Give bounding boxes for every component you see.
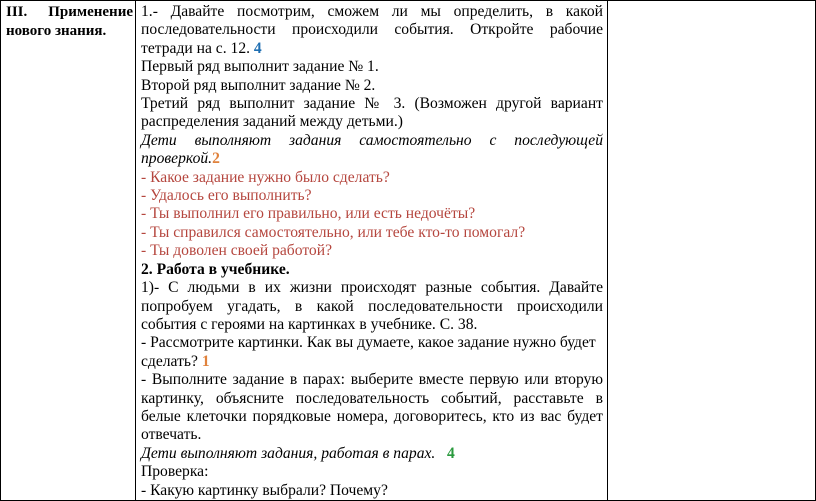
paragraph: Второй ряд выполнит задание № 2. xyxy=(141,76,376,94)
stage-word-line2: нового знания. xyxy=(6,23,107,39)
table-row xyxy=(1,1,816,501)
question-line: - Ты выполнил его правильно, или есть недочёты? xyxy=(141,205,476,223)
paragraph-text: 1.- Давайте посмотрим, сможем ли мы определить, в какой последовательности происходили события. Откройте рабочие тетради на с. 12. xyxy=(141,3,603,57)
paragraph xyxy=(141,3,603,58)
score-mark: 4 xyxy=(447,444,455,462)
stage-cell xyxy=(1,1,136,501)
paragraph: Первый ряд выполнит задание № 1. xyxy=(141,58,379,76)
section-heading: 2. Работа в учебнике. xyxy=(141,260,290,278)
paragraph xyxy=(141,334,603,371)
paragraph: - Какую картинку выбрали? Почему? xyxy=(141,481,388,499)
score-mark: 4 xyxy=(253,39,262,57)
paragraph-italic xyxy=(141,132,603,169)
lesson-content xyxy=(136,1,607,500)
question-line: - Ты доволен своей работой? xyxy=(141,242,332,260)
paragraph: - Выполните задание в парах: выберите вместе первую или вторую картинку, объясните последовательность событий, расставьте в белые клеточки порядковые номера, договоритесь, кто из вас будет отвечать. xyxy=(141,371,603,444)
stage-numeral: III. xyxy=(6,4,28,20)
content-cell xyxy=(136,1,608,501)
paragraph-text: - Рассмотрите картинки. Как вы думаете, какое задание нужно будет сделать? xyxy=(141,334,596,370)
paragraph: Третий ряд выполнит задание № 3. (Возможен другой вариант распределения заданий между детьми.) xyxy=(141,95,603,131)
paragraph-italic xyxy=(141,445,603,463)
question-line: - Какое задание нужно было сделать? xyxy=(141,168,390,186)
paragraph: 1)- С людьми в их жизни происходят разные события. Давайте попробуем угадать, в какой последовательности происходили события с героями на картинках в учебнике. С. 38. xyxy=(141,279,603,333)
stage-word: Применение xyxy=(48,4,133,20)
paragraph-text: Дети выполняют задания, работая в парах. xyxy=(141,444,436,462)
score-mark: 2 xyxy=(212,150,220,168)
notes-cell xyxy=(608,1,816,501)
question-line: - Ты справился самостоятельно, или тебе кто-то помогал? xyxy=(141,223,526,241)
paragraph-text: Дети выполняют задания самостоятельно с последующей проверкой. xyxy=(141,131,603,168)
paragraph: Проверка: xyxy=(141,463,209,481)
stage-title xyxy=(1,1,135,41)
score-mark: 1 xyxy=(201,352,210,370)
question-line: - Удалось его выполнить? xyxy=(141,187,312,205)
